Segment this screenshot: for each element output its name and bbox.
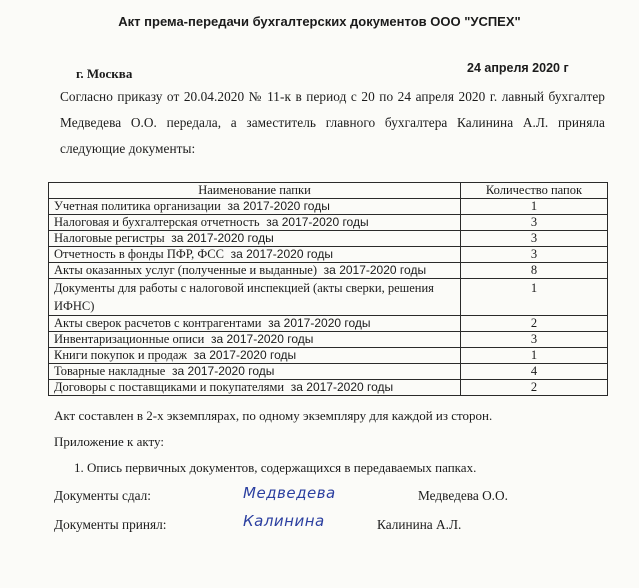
table-row xyxy=(49,199,608,215)
handed-label: Документы сдал: xyxy=(54,488,151,503)
folder-name: Налоговая и бухгалтерская отчетность xyxy=(54,215,260,229)
table-row xyxy=(49,364,608,380)
folder-name-cell xyxy=(49,279,461,316)
table-header-row xyxy=(49,183,608,199)
table-row xyxy=(49,215,608,231)
folder-name-cell xyxy=(49,364,461,380)
table-row xyxy=(49,231,608,247)
handed-name: Медведева О.О. xyxy=(418,488,508,503)
folder-name: Документы для работы с налоговой инспекцией (акты сверки, решения ИФНС) xyxy=(54,281,434,313)
city: г. Москва xyxy=(76,66,133,81)
folder-count: 2 xyxy=(461,380,608,396)
folder-name-cell xyxy=(49,332,461,348)
folder-count: 3 xyxy=(461,332,608,348)
column-header-count: Количество папок xyxy=(461,183,608,199)
folder-period: за 2017-2020 годы xyxy=(164,231,274,245)
folder-count: 8 xyxy=(461,263,608,279)
folder-period: за 2017-2020 годы xyxy=(220,199,330,213)
table-row xyxy=(49,348,608,364)
folder-name-cell xyxy=(49,215,461,231)
received-signature: Калинина xyxy=(243,512,325,530)
table-row xyxy=(49,316,608,332)
folder-period: за 2017-2020 годы xyxy=(284,380,394,394)
table-row xyxy=(49,380,608,396)
folder-period: за 2017-2020 годы xyxy=(204,332,314,346)
folder-count: 3 xyxy=(461,215,608,231)
intro-text-start: Согласно приказу от xyxy=(60,89,184,104)
received-name: Калинина А.Л. xyxy=(377,517,462,532)
folder-period: за 2017-2020 годы xyxy=(223,247,333,261)
handed-signature: Медведева xyxy=(243,484,336,502)
documents-table xyxy=(48,182,608,396)
folder-name: Товарные накладные xyxy=(54,364,166,378)
folder-period: за 2017-2020 годы xyxy=(187,348,297,362)
document-title: Акт према-передачи бухгалтерских документов ООО "УСПЕХ" xyxy=(118,14,521,29)
column-header-name: Наименование папки xyxy=(49,183,461,199)
table-row xyxy=(49,279,608,316)
folder-count: 4 xyxy=(461,364,608,380)
folder-count: 2 xyxy=(461,316,608,332)
folder-count: 1 xyxy=(461,348,608,364)
table-row xyxy=(49,332,608,348)
appendix-label: Приложение к акту: xyxy=(54,434,164,449)
copies-note: Акт составлен в 2-х экземплярах, по одному экземпляру для каждой из сторон. xyxy=(54,408,493,423)
folder-count: 3 xyxy=(461,231,608,247)
folder-name-cell xyxy=(49,231,461,247)
folder-count: 3 xyxy=(461,247,608,263)
table-row xyxy=(49,247,608,263)
folder-name: Инвентаризационные описи xyxy=(54,332,205,346)
folder-name: Акты сверок расчетов с контрагентами xyxy=(54,316,262,330)
folder-name: Договоры с поставщиками и покупателями xyxy=(54,380,285,394)
folder-name-cell xyxy=(49,247,461,263)
document-date: 24 апреля 2020 г xyxy=(467,61,569,75)
folder-name-cell xyxy=(49,316,461,332)
folder-name: Отчетность в фонды ПФР, ФСС xyxy=(54,247,224,261)
folder-name: Налоговые регистры xyxy=(54,231,165,245)
folder-period: за 2017-2020 годы xyxy=(317,263,427,277)
folder-name: Учетная политика организации xyxy=(54,199,221,213)
received-label: Документы принял: xyxy=(54,517,167,532)
folder-name-cell xyxy=(49,380,461,396)
folder-name: Акты оказанных услуг (полученные и выданные) xyxy=(54,263,318,277)
table-row xyxy=(49,263,608,279)
folder-name-cell xyxy=(49,199,461,215)
folder-period: за 2017-2020 годы xyxy=(261,316,371,330)
intro-paragraph xyxy=(60,84,605,162)
intro-text-end: № 11-к в период с 20 по 24 апреля 2020 г. лавный бухгалтер Медведева О.О. передала, а заместитель главного бухгалтера Калинина А.Л. приняла следующие документы: xyxy=(60,89,605,156)
folder-name-cell xyxy=(49,348,461,364)
folder-name: Книги покупок и продаж xyxy=(54,348,188,362)
order-date: 20.04.2020 xyxy=(183,89,245,104)
folder-period: за 2017-2020 годы xyxy=(165,364,275,378)
folder-period: за 2017-2020 годы xyxy=(259,215,369,229)
folder-count: 1 xyxy=(461,279,608,316)
folder-name-cell xyxy=(49,263,461,279)
folder-count: 1 xyxy=(461,199,608,215)
appendix-item: 1. Опись первичных документов, содержащихся в передаваемых папках. xyxy=(74,460,477,475)
